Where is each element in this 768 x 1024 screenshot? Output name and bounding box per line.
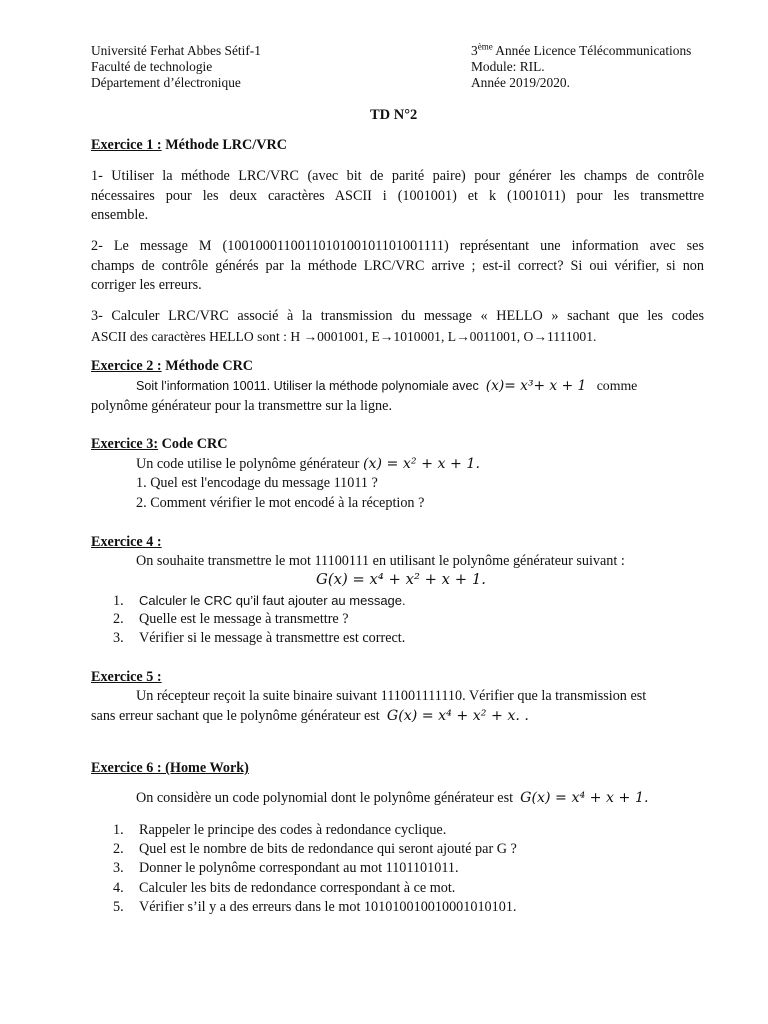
item-number: 5. <box>113 899 124 915</box>
exercise-3-title: Code CRC <box>158 436 228 452</box>
item-number: 1. <box>113 593 124 609</box>
module-label: Module: RIL. <box>471 59 545 74</box>
exercise-5-polynomial: G(x) = x⁴ + x² + x. . <box>386 708 529 724</box>
exercise-6-intro <box>136 790 649 807</box>
item-text: Calculer le CRC qu’il faut ajouter au message. <box>139 593 406 608</box>
exercise-6-heading: Exercice 6 : (Home Work) <box>91 760 249 776</box>
year-label: Année 2019/2020. <box>471 75 570 90</box>
exercise-6-item-2 <box>113 841 517 858</box>
exercise-2-polynomial: (x)= x³+ x + 1 <box>485 378 587 394</box>
text-line: ensemble. <box>91 207 149 224</box>
item-number: 3. <box>113 630 124 646</box>
exercise-1-title: Méthode LRC/VRC <box>161 137 287 153</box>
item-text: Rappeler le principe des codes à redondance cyclique. <box>139 822 447 838</box>
exercise-4-item-1 <box>113 592 406 610</box>
item-number: 2. <box>113 611 124 627</box>
exercise-6-polynomial: G(x) = x⁴ + x + 1. <box>520 790 649 806</box>
exercise-1-question-1 <box>91 167 704 226</box>
level-suffix: ème <box>477 41 493 52</box>
exercise-1-label: Exercice 1 : <box>91 137 162 153</box>
item-text: Donner le polynôme correspondant au mot 1101101011. <box>139 860 459 876</box>
item-number: 3. <box>113 860 124 876</box>
exercise-6-item-5 <box>113 899 516 916</box>
exercise-1-question-3 <box>91 307 704 346</box>
exercise-6-item-1 <box>113 822 446 839</box>
exercise-5-line-1: Un récepteur reçoit la suite binaire suivant 111001111110. Vérifier que la transmission est <box>136 688 647 704</box>
university-name: Université Ferhat Abbes Sétif-1 <box>91 43 261 58</box>
exercise-3-text: Un code utilise le polynôme générateur <box>136 456 360 472</box>
exercise-2-line-2: polynôme générateur pour la transmettre sur la ligne. <box>91 398 392 414</box>
exercise-1-heading <box>91 137 287 154</box>
exercise-4-item-3 <box>113 630 405 647</box>
item-text: Quel est le nombre de bits de redondance qui seront ajouté par G ? <box>139 841 517 857</box>
exercise-3-polynomial: (x) = x² + x + 1. <box>362 456 480 472</box>
exercise-5-line-2 <box>91 708 529 725</box>
department-name: Département d’électronique <box>91 75 241 90</box>
exercise-3-item-2: 2. Comment vérifier le mot encodé à la réception ? <box>136 495 425 511</box>
text-line: ASCII des caractères HELLO sont : H →0001001, E→1010001, L→0011001, O→1111001. <box>91 328 597 344</box>
page-title: TD N°2 <box>370 107 418 123</box>
exercise-1-question-2 <box>91 237 704 296</box>
exercise-3-heading <box>91 436 227 453</box>
text-line: champs de contrôle générés par la méthode LRC/VRC arrive ; est-il correct? Si oui vérifier, si non <box>91 257 704 274</box>
item-number: 1. <box>113 822 124 838</box>
text-line: 2- Le message M (1001000110011010100101101001111) représentant une information avec ses <box>91 238 704 254</box>
exercise-3-line-1 <box>136 456 480 473</box>
level-number: 3 <box>471 43 478 58</box>
text-line: nécessaires pour les deux caractères ASCII i (1001001) et k (1001011) pour les transmettre <box>91 187 704 204</box>
text-line: corriger les erreurs. <box>91 277 202 294</box>
faculty-name: Faculté de technologie <box>91 59 213 74</box>
exercise-2-heading <box>91 358 253 375</box>
exercise-6-item-4 <box>113 880 455 897</box>
exercise-4-formula: G(x) = x⁴ + x² + x + 1. <box>316 571 486 588</box>
exercise-4-heading: Exercice 4 : <box>91 534 162 550</box>
exercise-2-text-a: Soit l’information 10011. Utiliser la méthode polynomiale avec <box>136 379 479 393</box>
item-text: Calculer les bits de redondance correspondant à ce mot. <box>139 880 456 896</box>
exercise-4-intro: On souhaite transmettre le mot 11100111 en utilisant le polynôme générateur suivant : <box>136 553 625 569</box>
exercise-3-label: Exercice 3: <box>91 436 159 452</box>
text-line: 1- Utiliser la méthode LRC/VRC (avec bit de parité paire) pour générer les champs de contrôle <box>91 168 704 184</box>
exercise-6-item-3 <box>113 860 459 877</box>
item-text: Vérifier si le message à transmettre est correct. <box>139 630 406 646</box>
exercise-2-label: Exercice 2 : <box>91 358 162 374</box>
item-text: Quelle est le message à transmettre ? <box>139 611 349 627</box>
exercise-5-text: sans erreur sachant que le polynôme générateur est <box>91 708 380 724</box>
level-text: Année Licence Télécommunications <box>492 43 692 58</box>
exercise-5-heading: Exercice 5 : <box>91 669 162 685</box>
exercise-2-line-1 <box>136 377 637 395</box>
level-label <box>471 42 691 59</box>
exercise-6-text: On considère un code polynomial dont le polynôme générateur est <box>136 790 514 806</box>
exercise-2-text-b: comme <box>596 378 638 393</box>
text-line: 3- Calculer LRC/VRC associé à la transmission du message « HELLO » sachant que les codes <box>91 308 704 324</box>
exercise-3-item-1: 1. Quel est l'encodage du message 11011 ? <box>136 475 378 491</box>
exercise-4-item-2 <box>113 611 349 628</box>
item-number: 2. <box>113 841 124 857</box>
exercise-2-title: Méthode CRC <box>161 358 254 374</box>
item-number: 4. <box>113 880 124 896</box>
item-text: Vérifier s’il y a des erreurs dans le mot 101010010010001010101. <box>139 899 517 915</box>
